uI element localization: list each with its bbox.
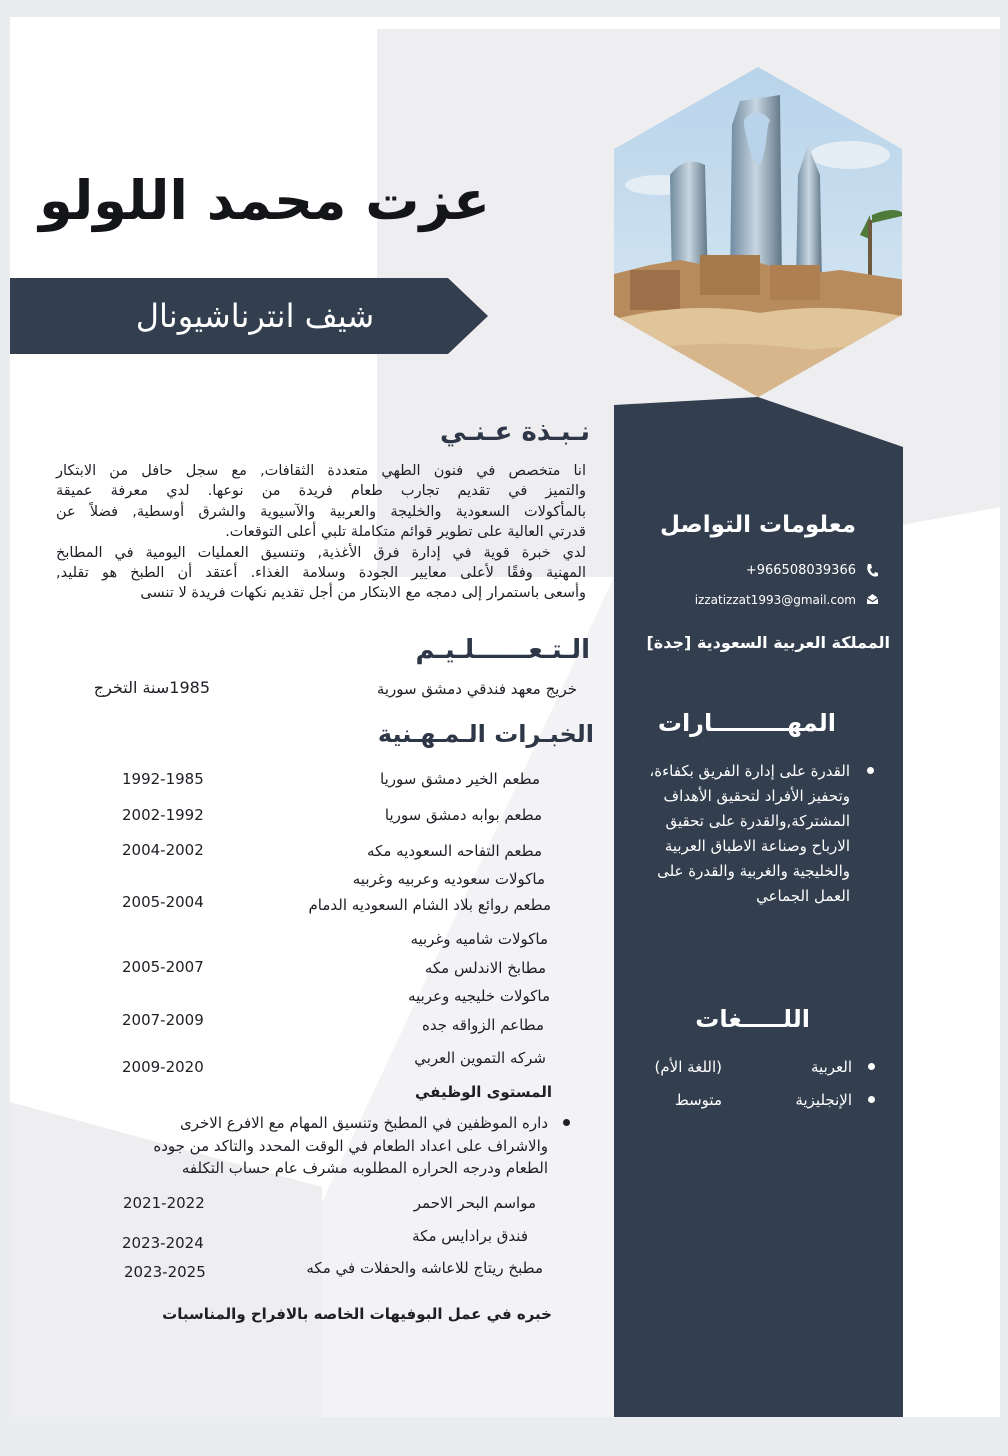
- languages-heading: اللـــــغات: [695, 1005, 810, 1033]
- about-line: بالمأكولات السعودية والخليجة والعربية والآسيوية والشرق أوسطية, فضلاً عن: [56, 503, 586, 520]
- phone-number[interactable]: +966508039366: [745, 563, 856, 578]
- about-line: قدرتي العالية على تطوير قوائم متكاملة تلبي أعلى التوقعات.: [225, 524, 586, 541]
- location: المملكة العربية السعودية [جدة]: [646, 633, 890, 652]
- experience-place: مطابخ الاندلس مكه: [424, 959, 546, 977]
- job-level-line: داره الموظفين في المطبخ وتنسيق المهام مع الافرع الاخرى: [179, 1114, 548, 1132]
- experience-period: 2023-2024: [122, 1234, 204, 1252]
- experience-heading: الخبـرات الـمـهـنية: [377, 720, 594, 748]
- experience-cuisine: ماكولات سعوديه وعربيه وغربيه: [352, 870, 545, 888]
- experience-place: شركه التموين العربي: [414, 1049, 546, 1067]
- language-level: (اللغة الأم): [654, 1058, 722, 1076]
- job-level-heading: المستوى الوظيفي: [415, 1083, 552, 1101]
- language-level: متوسط: [674, 1091, 722, 1109]
- job-level-line: الطعام ودرجه الحراره المطلوبه مشرف عام حساب التكلفه: [181, 1159, 548, 1177]
- experience-place: مطعم التفاحه السعوديه مكه: [367, 842, 542, 860]
- experience-period: 2005-2004: [122, 893, 204, 911]
- experience-place: مطبخ ريتاج للاعاشه والحفلات في مكه: [306, 1259, 543, 1277]
- resume-page: [10, 17, 1000, 1417]
- experience-cuisine: ماكولات خليجيه وعربيه: [408, 987, 550, 1005]
- job-title: شيف انترناشيونال: [135, 297, 375, 335]
- education-school: خريج معهد فندقي دمشق سورية: [376, 680, 577, 698]
- experience-period: 2002-1992: [122, 806, 204, 824]
- experience-place: مطاعم الزواقه جده: [421, 1016, 544, 1034]
- experience-place: فندق برادايس مكة: [412, 1227, 528, 1245]
- skills-text: [620, 759, 850, 909]
- skyline-photo: [610, 65, 906, 401]
- skill-line: وتحفيز الأفراد لتحقيق الأهداف: [663, 787, 850, 805]
- experience-period: 2023-2025: [124, 1263, 206, 1281]
- skill-line: العمل الجماعي: [756, 887, 850, 905]
- about-heading: نـبـذة عـنـي: [439, 417, 590, 447]
- bullet: [868, 1063, 875, 1070]
- bullet: [563, 1119, 570, 1126]
- email-address[interactable]: izzatizzat1993@gmail.com: [694, 593, 856, 607]
- skills-heading: المهـــــــــارات: [657, 709, 836, 737]
- experience-place: مطعم الخير دمشق سوريا: [380, 770, 540, 788]
- person-name: عزت محمد اللولو: [39, 169, 490, 232]
- envelope-icon: [866, 593, 879, 605]
- experience-period: 2007-2009: [122, 1011, 204, 1029]
- language-name: العربية: [811, 1058, 852, 1076]
- about-text: [56, 461, 586, 604]
- about-line: وأسعى باستمرار إلى دمجه مع الابتكار من أجل تقديم نكهات فريدة لا تنسى: [140, 585, 586, 602]
- experience-period: 2009-2020: [122, 1058, 204, 1076]
- skill-line: المشتركة,والقدرة على تحقيق: [665, 812, 850, 830]
- contact-heading: معلومات التواصل: [660, 512, 856, 538]
- job-level-line: والاشراف على اعداد الطعام في الوقت المحدد والتاكد من جوده: [153, 1136, 548, 1155]
- experience-place: مطعم روائع بلاد الشام السعوديه الدمام: [308, 896, 551, 914]
- buffet-note: خبره في عمل البوفيهات الخاصه بالافراح والمناسبات: [162, 1305, 552, 1323]
- about-line: والتميز في تقديم تجارب طعام فريدة من نوعها. لدي معرفة عميقة: [56, 483, 586, 500]
- about-line: المهنية وفقًا لأعلى معايير الجودة وسلامة الغذاء. أعتقد أن الطبخ هو تقليد,: [56, 565, 586, 582]
- phone-icon: [865, 563, 879, 579]
- education-heading: الـتـعــــــلـيـم: [415, 635, 590, 665]
- skill-line: القدرة على إدارة الفريق بكفاءة،: [649, 762, 850, 780]
- experience-period: 2021-2022: [123, 1194, 205, 1212]
- experience-place: مطعم بوابه دمشق سوريا: [384, 806, 542, 824]
- skill-line: والخليجية والغربية والقدرة على: [657, 862, 850, 880]
- bullet: [867, 767, 874, 774]
- language-name: الإنجليزية: [795, 1091, 852, 1109]
- about-line: لدي خبرة قوية في إدارة فرق الأغذية, وتنسيق العمليات اليومية في المطابخ: [56, 544, 586, 561]
- skill-line: الارباح وصناعة الاطباق العربية: [664, 837, 850, 855]
- job-level-text: [110, 1112, 548, 1180]
- bullet: [868, 1096, 875, 1103]
- experience-period: 2004-2002: [122, 841, 204, 859]
- experience-cuisine: ماكولات شاميه وغربيه: [410, 930, 548, 948]
- graduation-year: 1985سنة التخرج: [93, 678, 210, 697]
- experience-period: 1992-1985: [122, 770, 204, 788]
- about-line: انا متخصص في فنون الطهي متعددة الثقافات, مع سجل حافل من الابتكار: [56, 463, 586, 479]
- experience-period: 2005-2007: [122, 958, 204, 976]
- experience-place: مواسم البحر الاحمر: [413, 1194, 536, 1212]
